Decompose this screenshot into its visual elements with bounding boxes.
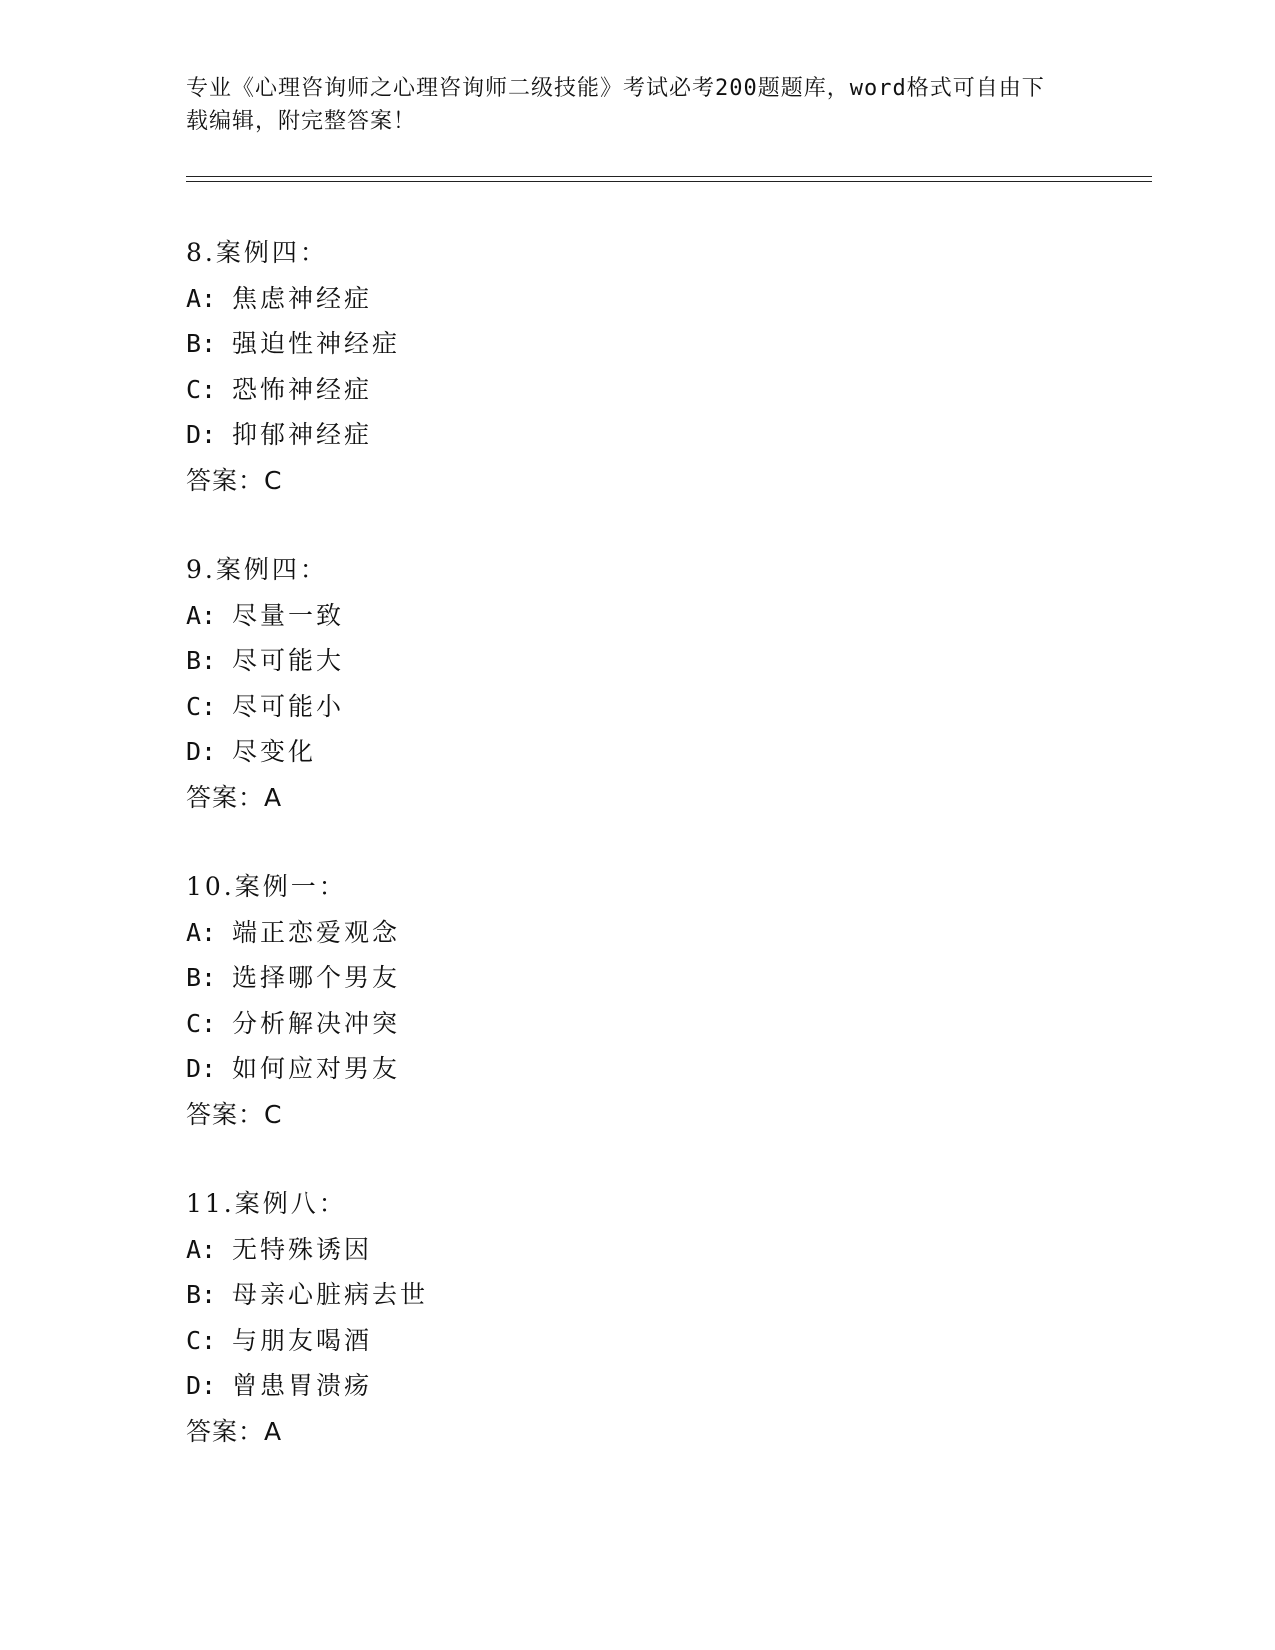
option-tag: C: — [186, 1325, 217, 1355]
option-tag: D: — [186, 737, 217, 766]
question-10 — [186, 864, 1086, 1137]
question-title: 8.案例四： — [186, 238, 328, 267]
option-tag: C: — [186, 1008, 217, 1038]
option-tag: B: — [186, 329, 217, 358]
option-a — [186, 593, 1086, 639]
question-title: 10.案例一： — [186, 872, 347, 901]
option-text: 抑郁神经症 — [232, 420, 373, 449]
option-c — [186, 1318, 1086, 1364]
document-intro: 专业《心理咨询师之心理咨询师二级技能》考试必考200题题库，word格式可自由下载编辑，附完整答案！ — [186, 76, 1045, 134]
option-tag: A: — [186, 283, 217, 313]
answer-line: 答案：C — [186, 1099, 283, 1129]
option-text: 分析解决冲突 — [232, 1008, 401, 1038]
option-d — [186, 1046, 1086, 1092]
option-tag: D: — [186, 1371, 217, 1400]
question-title: 9.案例四： — [186, 555, 328, 584]
option-b — [186, 321, 1086, 367]
option-b — [186, 638, 1086, 684]
option-a — [186, 910, 1086, 956]
option-text: 尽可能大 — [232, 646, 345, 675]
option-tag: C: — [186, 374, 217, 404]
option-b — [186, 955, 1086, 1001]
option-c — [186, 684, 1086, 730]
option-tag: B: — [186, 963, 217, 992]
option-tag: C: — [186, 691, 217, 721]
option-tag: A: — [186, 917, 217, 947]
option-text: 尽量一致 — [232, 600, 345, 630]
option-tag: D: — [186, 1054, 217, 1083]
option-tag: B: — [186, 1280, 217, 1309]
header-divider-top — [186, 176, 1152, 177]
option-tag: B: — [186, 646, 217, 675]
answer-line: 答案：C — [186, 465, 283, 495]
option-text: 强迫性神经症 — [232, 329, 401, 358]
option-text: 尽可能小 — [232, 691, 345, 721]
option-text: 无特殊诱因 — [232, 1234, 373, 1264]
option-text: 恐怖神经症 — [232, 374, 373, 404]
option-b — [186, 1272, 1086, 1318]
question-9 — [186, 547, 1086, 820]
option-text: 端正恋爱观念 — [232, 917, 401, 947]
option-a — [186, 276, 1086, 322]
answer-line: 答案：A — [186, 1416, 283, 1446]
question-8 — [186, 230, 1086, 503]
option-d — [186, 412, 1086, 458]
option-text: 焦虑神经症 — [232, 283, 373, 313]
answer-line: 答案：A — [186, 782, 283, 812]
option-tag: A: — [186, 1234, 217, 1264]
option-text: 曾患胃溃疡 — [232, 1371, 373, 1400]
question-11 — [186, 1181, 1086, 1454]
option-text: 尽变化 — [232, 737, 317, 766]
option-tag: A: — [186, 600, 217, 630]
option-text: 母亲心脏病去世 — [232, 1280, 429, 1309]
option-c — [186, 1001, 1086, 1047]
header-divider-bottom — [186, 181, 1152, 182]
option-a — [186, 1227, 1086, 1273]
option-d — [186, 1363, 1086, 1409]
option-c — [186, 367, 1086, 413]
question-title: 11.案例八： — [186, 1189, 347, 1218]
option-text: 与朋友喝酒 — [232, 1325, 373, 1355]
option-text: 如何应对男友 — [232, 1054, 401, 1083]
option-d — [186, 729, 1086, 775]
option-text: 选择哪个男友 — [232, 963, 401, 992]
option-tag: D: — [186, 420, 217, 449]
